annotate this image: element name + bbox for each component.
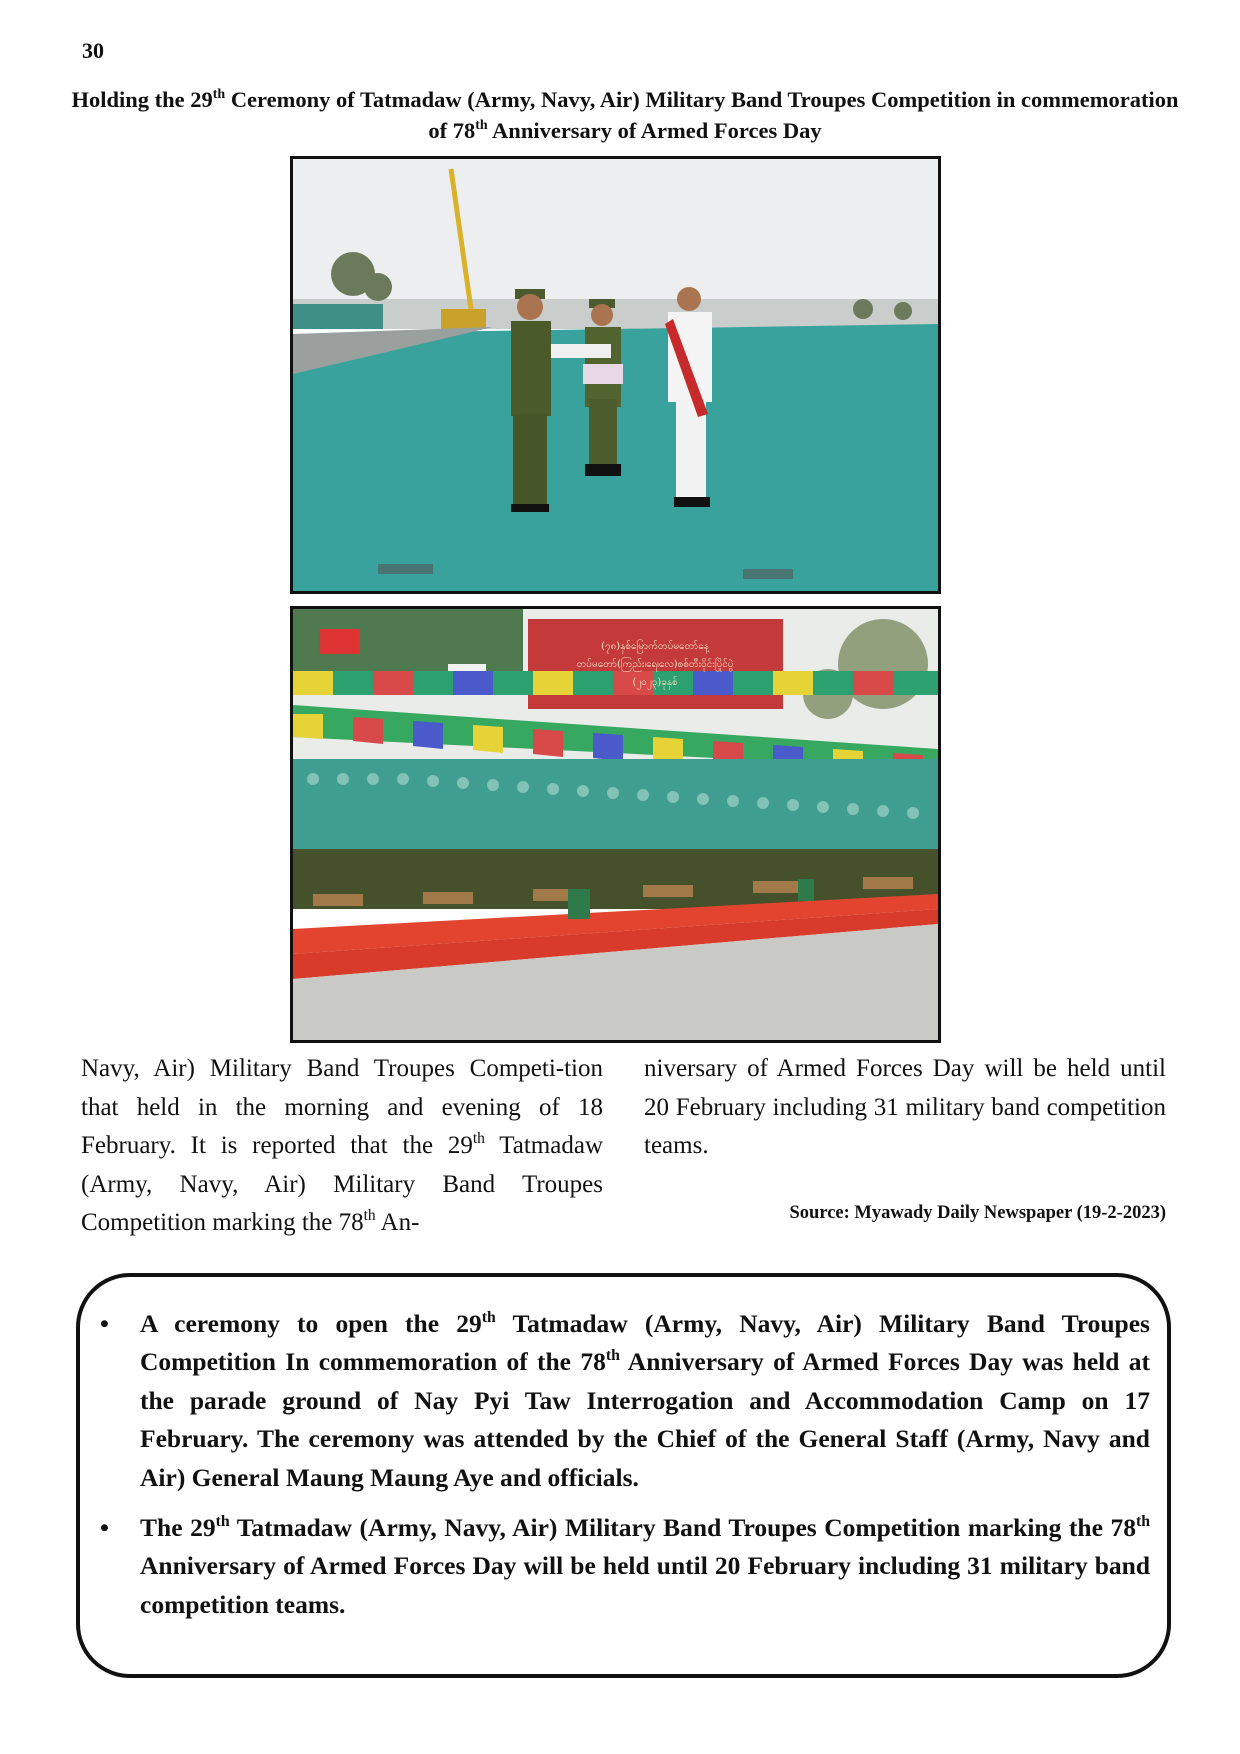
page-number: 30 bbox=[82, 38, 104, 63]
article-text-right-column: niversary of Armed Forces Day will be held until 20 February including 31 military band competition teams. bbox=[644, 1055, 1166, 1160]
summary-item-2: • The 29th Tatmadaw (Army, Navy, Air) Military Band Troupes Competition marking the 78th Anniversary of Armed Forces Day will be held until 20 February including 31 military band competition teams. bbox=[100, 1509, 1150, 1624]
summary-item-1: • A ceremony to open the 29th Tatmadaw (Army, Navy, Air) Military Band Troupes Competition In commemoration of the 78th Anniversary of Armed Forces Day was held at the parade ground of Nay Pyi Taw Interrogation and Accommodation Camp on 17 February. The ceremony was attended by the Chief of the General Staff (Army, Navy and Air) General Maung Maung Aye and officials. bbox=[100, 1305, 1150, 1497]
ceremony-presentation-photo bbox=[290, 156, 941, 594]
source-citation: Source: Myawady Daily Newspaper (19-2-2023) bbox=[789, 1203, 1166, 1223]
summary-box bbox=[76, 1273, 1171, 1678]
bullet-icon: • bbox=[100, 1513, 109, 1543]
svg-text:(၂၀၂၃)ခုနှစ်: (၂၀၂၃)ခုနှစ် bbox=[632, 677, 678, 688]
officials-grandstand-photo bbox=[290, 606, 941, 1043]
page-title: Holding the 29th Ceremony of Tatmadaw (Army, Navy, Air) Military Band Troupes Competition in commemoration of 78th Anniversary of Armed Forces Day bbox=[71, 86, 1179, 143]
svg-text:(၇၈)နှစ်မြောက်တပ်မတော်နေ့: (၇၈)နှစ်မြောက်တပ်မတော်နေ့ bbox=[601, 641, 709, 652]
article-text-left-column: Navy, Air) Military Band Troupes Competi-tion that held in the morning and evening of 18 February. It is reported that the 29th Tatmadaw (Army, Navy, Air) Military Band Troupes Competition marking the 78th An- bbox=[81, 1055, 603, 1237]
bullet-icon: • bbox=[100, 1309, 109, 1338]
svg-text:တပ်မတော်(ကြည်း၊ရေ၊လေ)စစ်တီးဝို: တပ်မတော်(ကြည်း၊ရေ၊လေ)စစ်တီးဝိုင်းပြိုင်ပွဲ bbox=[576, 659, 734, 670]
